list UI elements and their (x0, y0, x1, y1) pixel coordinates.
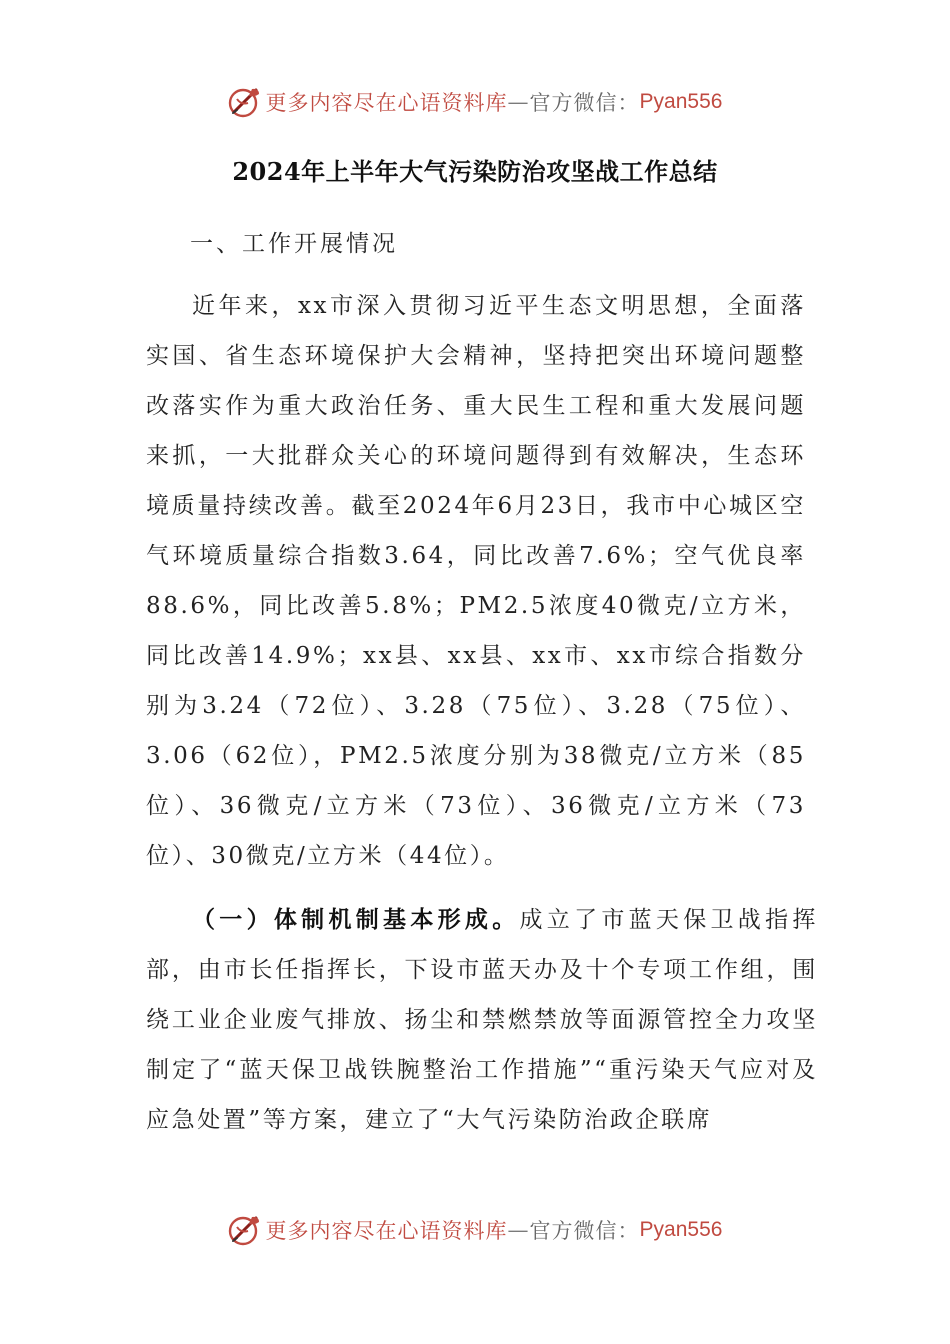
body-paragraph: 近年来，xx市深入贯彻习近平生态文明思想，全面落实国、省生态环境保护大会精神，坚持把突出环境问题整改落实作为重大政治任务、重大民生工程和重大发展问题来抓，一大批群众关心的环境问题得到有效解决，生态环境质量持续改善。截至2024年6月23日，我市中心城区空气环境质量综合指数3.64，同比改善7.6%；空气优良率88.6%，同比改善5.8%；PM2.5浓度40微克/立方米，同比改善14.9%；xx县、xx县、xx市、xx市综合指数分别为3.24（72位）、3.28（75位）、3.28（75位）、3.06（62位），PM2.5浓度分别为38微克/立方米（85位）、36微克/立方米（73位）、36微克/立方米（73位）、30微克/立方米（44位）。 (146, 293, 806, 869)
banner-wechat-id: Pyan556 (639, 90, 723, 113)
quill-pen-logo-icon (228, 1213, 262, 1247)
section-heading: 一、工作开展情况 (190, 231, 398, 257)
banner-official-label: 官方微信： (529, 1219, 640, 1243)
banner-wechat-id: Pyan556 (639, 1218, 723, 1241)
banner-site-name: 更多内容尽在心语资料库 (265, 91, 508, 115)
body-paragraph-subsection (146, 895, 818, 1145)
banner-official-label: 官方微信： (529, 91, 640, 115)
banner-separator: — (507, 1218, 530, 1242)
subsection-heading: （一）体制机制基本形成。 (192, 906, 520, 933)
banner-site-name: 更多内容尽在心语资料库 (265, 1219, 508, 1243)
header-watermark-banner (0, 82, 950, 122)
document-title: 2024年上半年大气污染防治攻坚战工作总结 (232, 157, 718, 186)
banner-separator: — (507, 90, 530, 114)
quill-pen-logo-icon (228, 85, 262, 119)
footer-watermark-banner (0, 1210, 950, 1250)
subsection-body: 成立了市蓝天保卫战指挥部，由市长任指挥长，下设市蓝天办及十个专项工作组，围绕工业企业废气排放、扬尘和禁燃禁放等面源管控全力攻坚制定了“蓝天保卫战铁腕整治工作措施”“重污染天气应对及应急处置”等方案，建立了“大气污染防治政企联席 (146, 907, 818, 1133)
